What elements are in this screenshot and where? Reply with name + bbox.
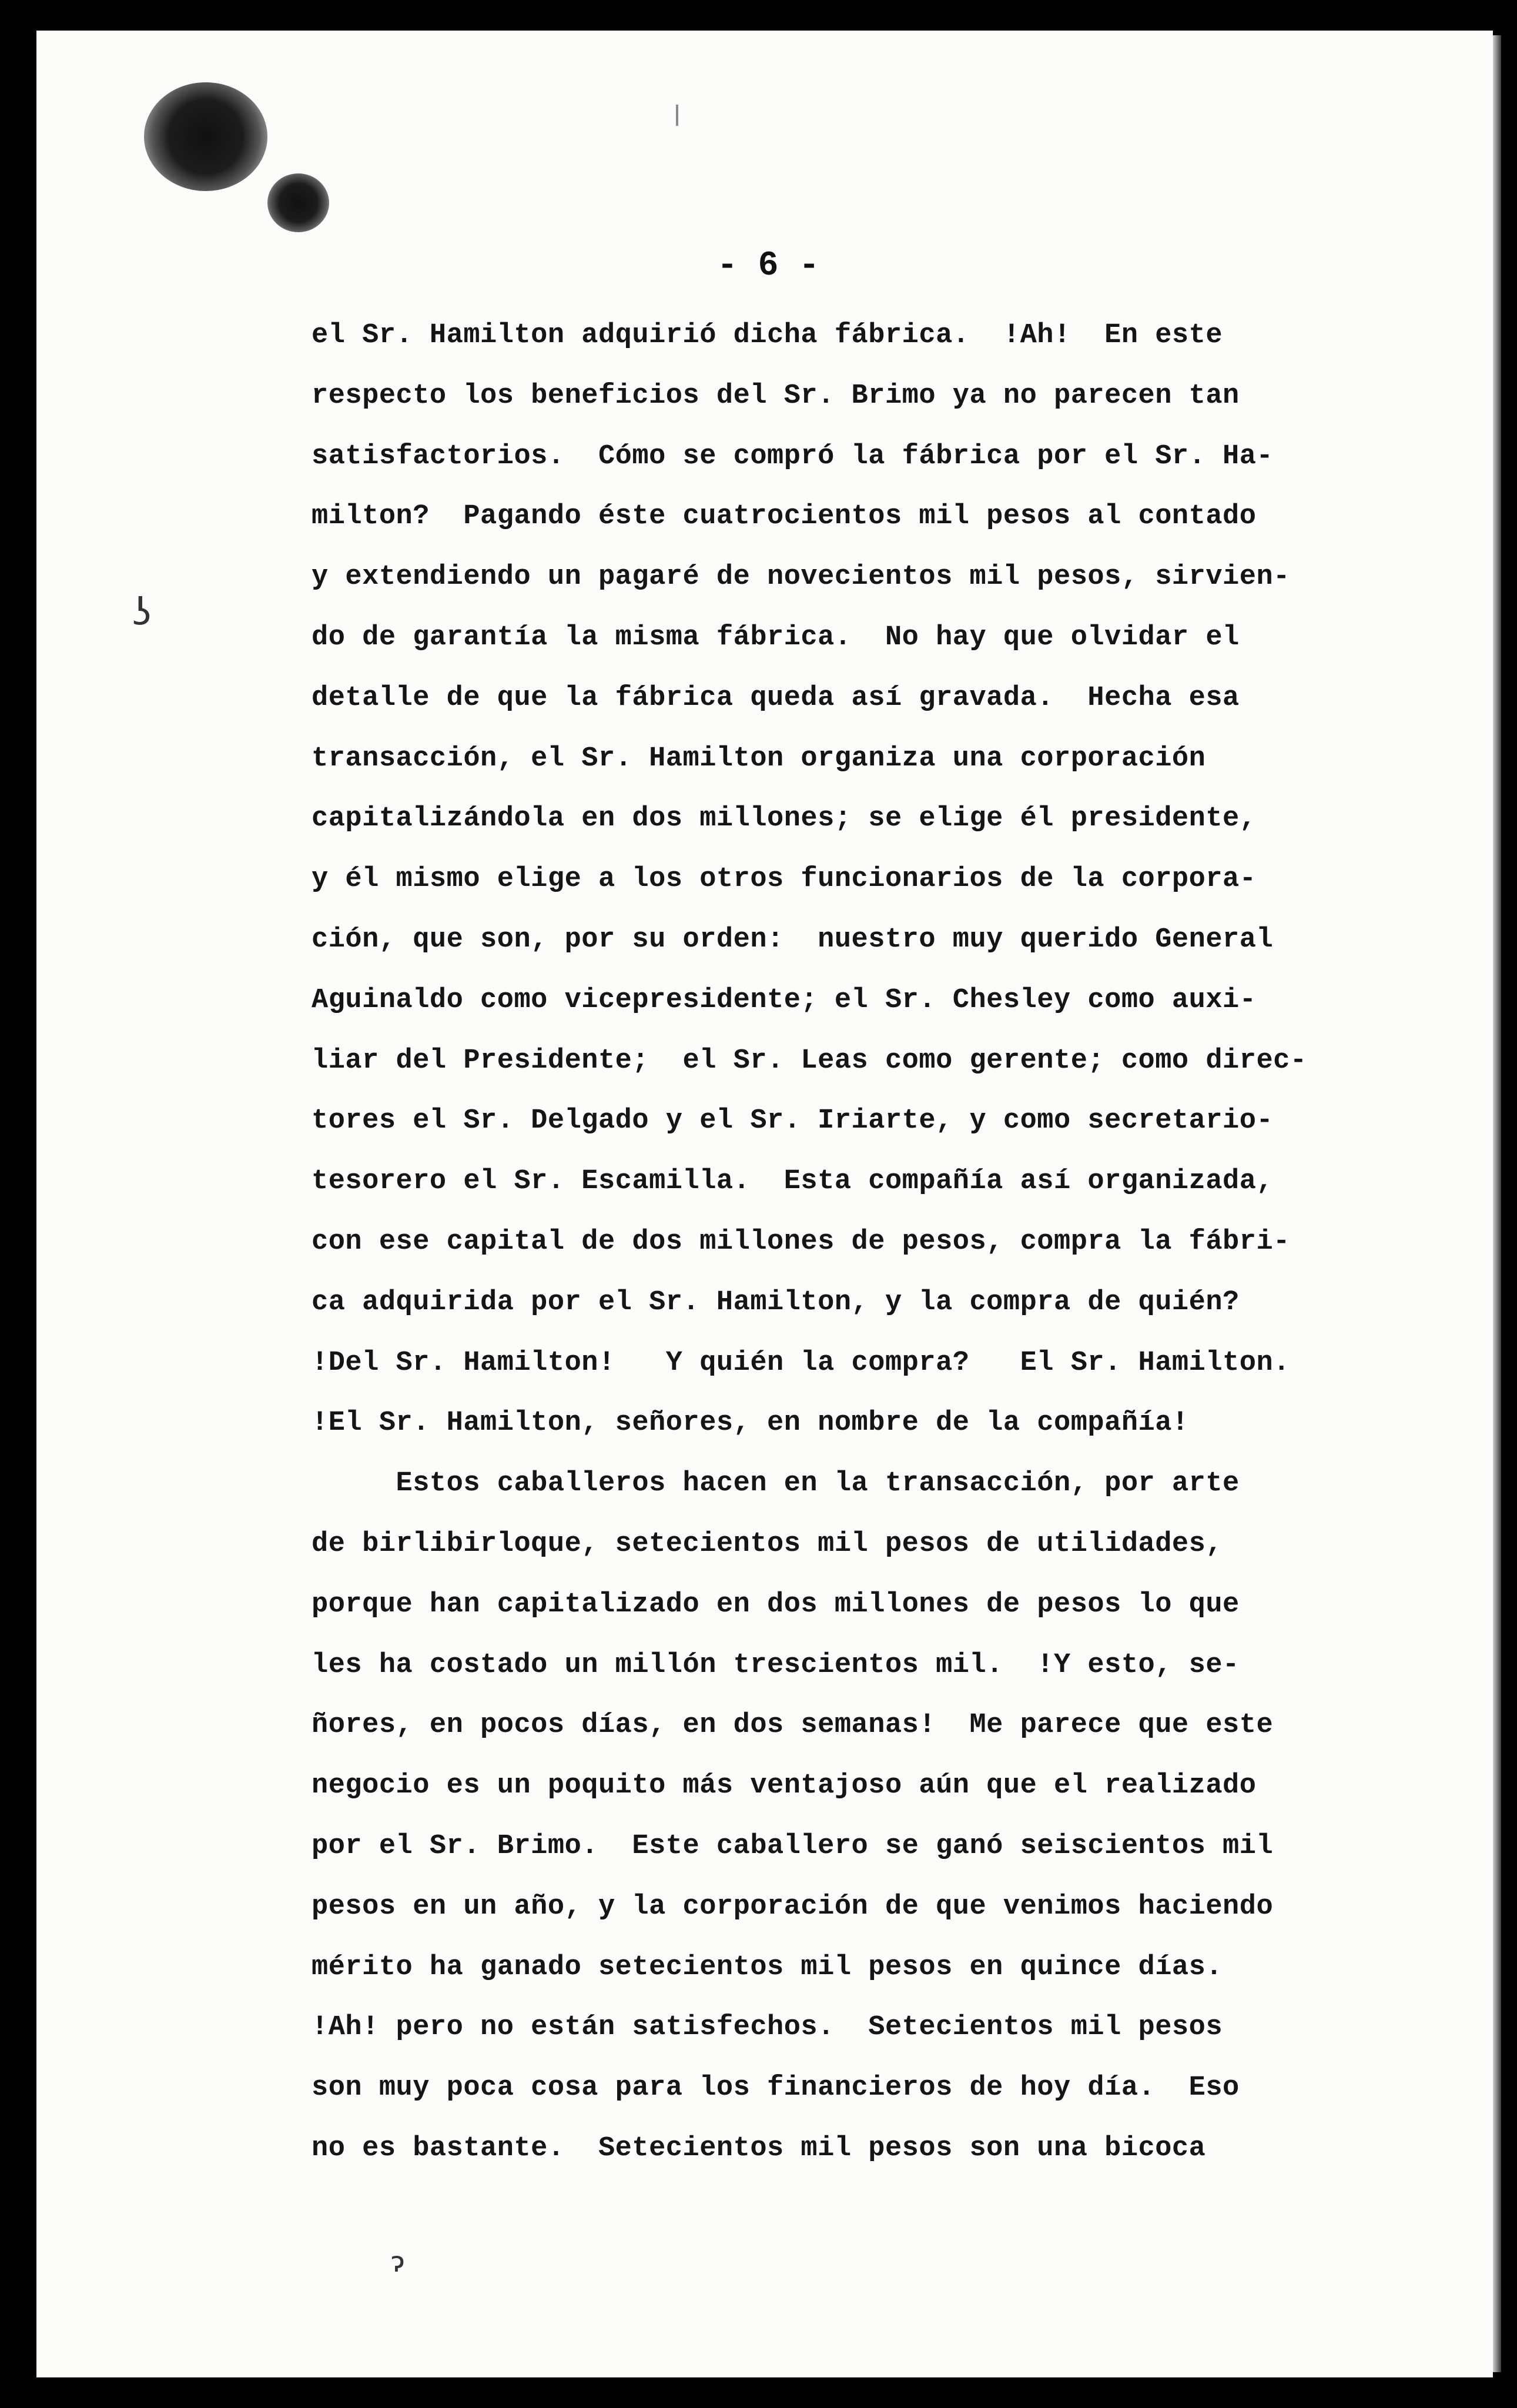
text-line: les ha costado un millón trescientos mil. !Y esto, se- — [312, 1649, 1240, 1681]
text-line: transacción, el Sr. Hamilton organiza una corporación — [312, 743, 1206, 774]
text-line: tores el Sr. Delgado y el Sr. Iriarte, y como secretario- — [312, 1105, 1274, 1137]
text-line: capitalizándola en dos millones; se elige él presidente, — [312, 803, 1257, 835]
text-line: tesorero el Sr. Escamilla. Esta compañía así organizada, — [312, 1166, 1274, 1198]
text-line: do de garantía la misma fábrica. No hay que olvidar el — [312, 621, 1240, 653]
text-line: no es bastante. Setecientos mil pesos son una bicoca — [312, 2132, 1206, 2164]
text-line: Estos caballeros hacen en la transacción, por arte — [312, 1468, 1240, 1500]
text-line: por el Sr. Brimo. Este caballero se ganó seiscientos mil — [312, 1830, 1274, 1862]
text-line: !El Sr. Hamilton, señores, en nombre de la compañía! — [312, 1407, 1189, 1439]
body-text — [312, 306, 1381, 2179]
text-line: de birlibirloque, setecientos mil pesos de utilidades, — [312, 1528, 1223, 1560]
page-edge-shadow — [1493, 35, 1501, 2372]
text-line: mérito ha ganado setecientos mil pesos en quince días. — [312, 1951, 1223, 1983]
text-line: y él mismo elige a los otros funcionarios de la corpora- — [312, 864, 1257, 895]
text-line: negocio es un poquito más ventajoso aún que el realizado — [312, 1770, 1257, 1802]
text-line: liar del Presidente; el Sr. Leas como gerente; como direc- — [312, 1045, 1307, 1076]
page-number: - 6 - — [717, 247, 820, 285]
text-line: milton? Pagando éste cuatrocientos mil pesos al contado — [312, 501, 1257, 533]
text-line: ñores, en pocos días, en dos semanas! Me parece que este — [312, 1710, 1274, 1741]
text-line: !Ah! pero no están satisfechos. Setecientos mil pesos — [312, 2012, 1223, 2044]
text-line: Aguinaldo como vicepresidente; el Sr. Chesley como auxi- — [312, 984, 1257, 1016]
text-line: satisfactorios. Cómo se compró la fábrica por el Sr. Ha- — [312, 440, 1274, 472]
pencil-mark — [676, 105, 678, 126]
text-line: son muy poca cosa para los financieros de hoy día. Eso — [312, 2072, 1240, 2104]
margin-mark-icon: ʖ — [132, 591, 152, 634]
text-line: pesos en un año, y la corporación de que venimos haciendo — [312, 1891, 1274, 1922]
text-line: ca adquirida por el Sr. Hamilton, y la compra de quién? — [312, 1286, 1240, 1318]
text-line: y extendiendo un pagaré de novecientos mil pesos, sirvien- — [312, 561, 1290, 593]
text-line: el Sr. Hamilton adquirió dicha fábrica. !Ah! En este — [312, 320, 1223, 351]
text-line: porque han capitalizado en dos millones de pesos lo que — [312, 1588, 1240, 1620]
text-line: detalle de que la fábrica queda así gravada. Hecha esa — [312, 682, 1240, 714]
stray-mark-icon: ɂ — [391, 2246, 404, 2279]
text-line: con ese capital de dos millones de pesos, compra la fábri- — [312, 1226, 1290, 1257]
ink-blot — [267, 173, 329, 232]
text-line: respecto los beneficios del Sr. Brimo ya no parecen tan — [312, 380, 1240, 412]
text-line: !Del Sr. Hamilton! Y quién la compra? El Sr. Hamilton. — [312, 1347, 1290, 1379]
text-line: ción, que son, por su orden: nuestro muy querido General — [312, 924, 1274, 955]
ink-blot — [144, 82, 267, 191]
